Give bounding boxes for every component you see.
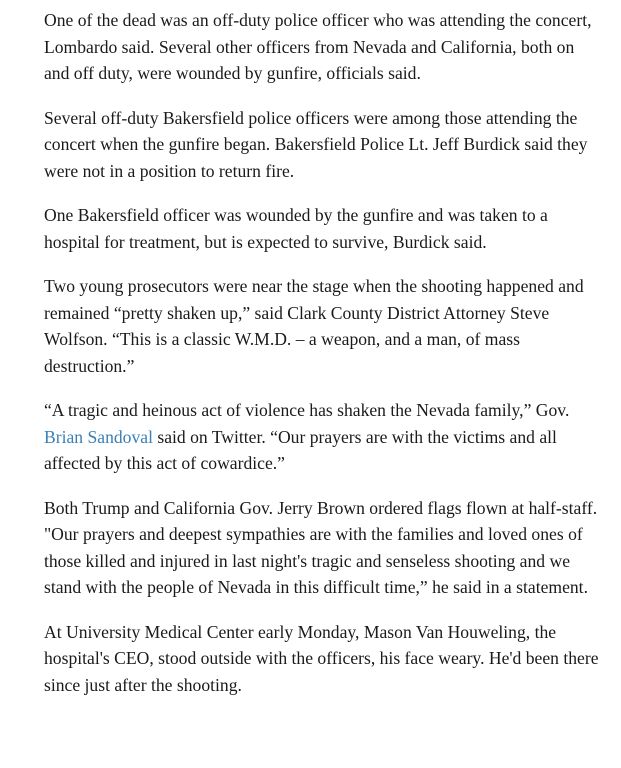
paragraph-prosecutors: Two young prosecutors were near the stage when the shooting happened and remained “pretty shaken up,” said Clark County District Attorney Steve Wolfson. “This is a classic W.M.D. – a weapon, and a man, of mass destruction.” <box>44 276 584 376</box>
governor-quote-start: “A tragic and heinous act of violence has shaken the Nevada family,” Gov. <box>44 400 570 420</box>
paragraph-bakersfield-wounded: One Bakersfield officer was wounded by the gunfire and was taken to a hospital for treatment, but is expected to survive, Burdick said. <box>44 205 548 252</box>
paragraph-flags-half-staff: Both Trump and California Gov. Jerry Brown ordered flags flown at half-staff. "Our prayers and deepest sympathies are with the families and loved ones of those killed and injured in last night's tragic and senseless shooting and we stand with the people of Nevada in this difficult time,” he said in a statement. <box>44 497 598 597</box>
paragraph-medical-center: At University Medical Center early Monday, Mason Van Houweling, the hospital's CEO, stood outside with the officers, his face weary. He'd been there since just after the shooting. <box>44 621 599 695</box>
governor-quote-end: said on Twitter. “Our prayers are with the victims and all affected by this act of cowardice.” <box>44 426 557 473</box>
paragraph-officer-killed: One of the dead was an off-duty police officer who was attending the concert, Lombardo said. Several other officers from Nevada and California, both on and off duty, were wounded by gunfire, officials said. <box>44 10 592 83</box>
paragraph-bakersfield-officers: Several off-duty Bakersfield police officers were among those attending the concert when the gunfire began. Bakersfield Police Lt. Jeff Burdick said they were not in a position to return fire. <box>44 107 588 181</box>
brian-sandoval-link[interactable]: Brian Sandoval <box>44 426 153 447</box>
paragraph-governor-quote <box>44 397 601 477</box>
